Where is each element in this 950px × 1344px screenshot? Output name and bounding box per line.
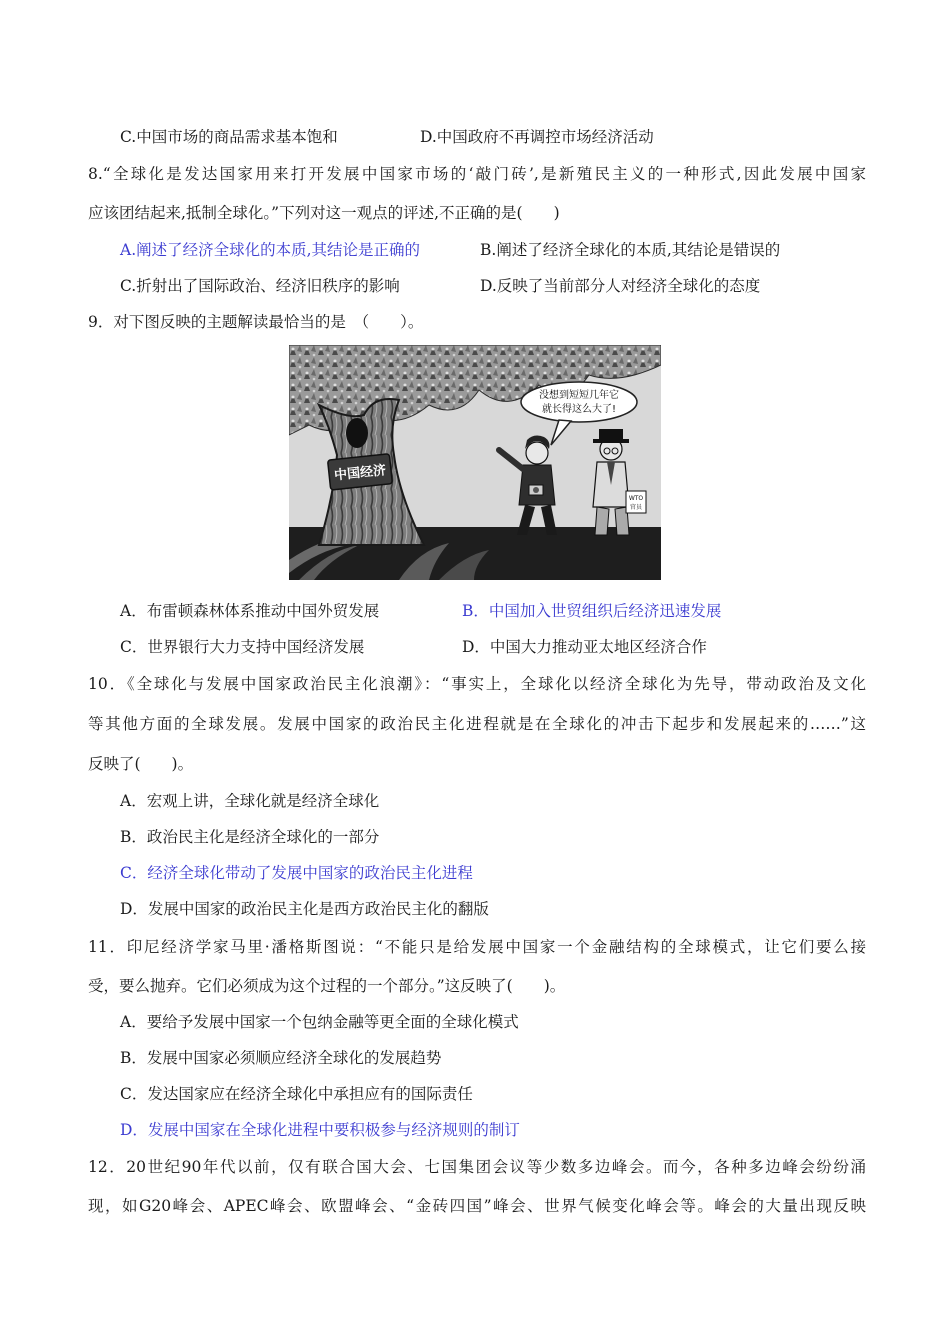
q10-stem-line2: 等其他方面的全球发展。发展中国家的政治民主化进程就是在全球化的冲击下起步和发展起来的……”这 xyxy=(88,715,866,733)
q11-option-c: C．发达国家应在经济全球化中承担应有的国际责任 xyxy=(120,1085,473,1103)
q9-stem: 9．对下图反映的主题解读最恰当的是 （ ）。 xyxy=(88,313,424,331)
q10-stem-line1: 10．《全球化与发展中国家政治民主化浪潮》：“事实上，全球化以经济全球化为先导，带动政治及文化 xyxy=(88,675,866,693)
q11-option-a: A．要给予发展中国家一个包纳金融等更全面的全球化模式 xyxy=(120,1013,519,1031)
q8-stem-line1: 8.“全球化是发达国家用来打开发展中国家市场的‘敲门砖’,是新殖民主义的一种形式,因此发展中国家 xyxy=(88,165,866,183)
q7-option-c: C.中国市场的商品需求基本饱和 xyxy=(120,128,338,146)
q8-option-b: B.阐述了经济全球化的本质,其结论是错误的 xyxy=(480,241,781,259)
q7-option-d: D.中国政府不再调控市场经济活动 xyxy=(420,128,654,146)
q12-stem-line1: 12．20世纪90年代以前，仅有联合国大会、七国集团会议等少数多边峰会。而今，各种多边峰会纷纷涌 xyxy=(88,1158,866,1176)
q10-option-b: B．政治民主化是经济全球化的一部分 xyxy=(120,828,380,846)
trunk-knot xyxy=(346,418,368,448)
speech-line1: 没想到短短几年它 xyxy=(539,390,619,401)
q10-option-d: D．发展中国家的政治民主化是西方政治民主化的翻版 xyxy=(120,900,489,918)
q11-option-d: D．发展中国家在全球化进程中要积极参与经济规则的制订 xyxy=(120,1121,520,1139)
q8-option-d: D.反映了当前部分人对经济全球化的态度 xyxy=(480,277,761,295)
cartoon-illustration xyxy=(289,345,661,580)
q8-option-a: A.阐述了经济全球化的本质,其结论是正确的 xyxy=(120,241,421,259)
q10-option-a: A．宏观上讲，全球化就是经济全球化 xyxy=(120,792,380,810)
speech-line2: 就长得这么大了! xyxy=(541,404,617,415)
q10-stem-line3: 反映了( )。 xyxy=(88,755,194,773)
q9-option-c: C．世界银行大力支持中国经济发展 xyxy=(120,638,365,656)
trunk-sign-text: 中国经济 xyxy=(333,463,387,484)
q11-stem-line2: 受，要么抛弃。它们必须成为这个过程的一个部分。”这反映了( )。 xyxy=(88,977,566,995)
bag-label-1: WTO xyxy=(628,495,644,502)
q8-option-c: C.折射出了国际政治、经济旧秩序的影响 xyxy=(120,277,400,295)
q9-option-d: D．中国大力推动亚太地区经济合作 xyxy=(462,638,707,656)
economy-tree-cartoon xyxy=(289,345,661,580)
q10-option-c: C．经济全球化带动了发展中国家的政治民主化进程 xyxy=(120,864,473,882)
bag-label-2: 官员 xyxy=(629,504,643,511)
q9-option-a: A．布雷顿森林体系推动中国外贸发展 xyxy=(120,602,380,620)
q11-stem-line1: 11．印尼经济学家马里·潘格斯图说：“不能只是给发展中国家一个金融结构的全球模式，让它们要么接 xyxy=(88,938,866,956)
q9-option-b: B．中国加入世贸组织后经济迅速发展 xyxy=(462,602,722,620)
q11-option-b: B．发展中国家必须顺应经济全球化的发展趋势 xyxy=(120,1049,442,1067)
q8-stem-line2: 应该团结起来,抵制全球化。”下列对这一观点的评述,不正确的是( ) xyxy=(88,204,560,222)
trunk-sign xyxy=(328,454,393,490)
q12-stem-line2: 现，如G20峰会、APEC峰会、欧盟峰会、“金砖四国”峰会、世界气候变化峰会等。峰会的大量出现反映 xyxy=(88,1197,866,1215)
